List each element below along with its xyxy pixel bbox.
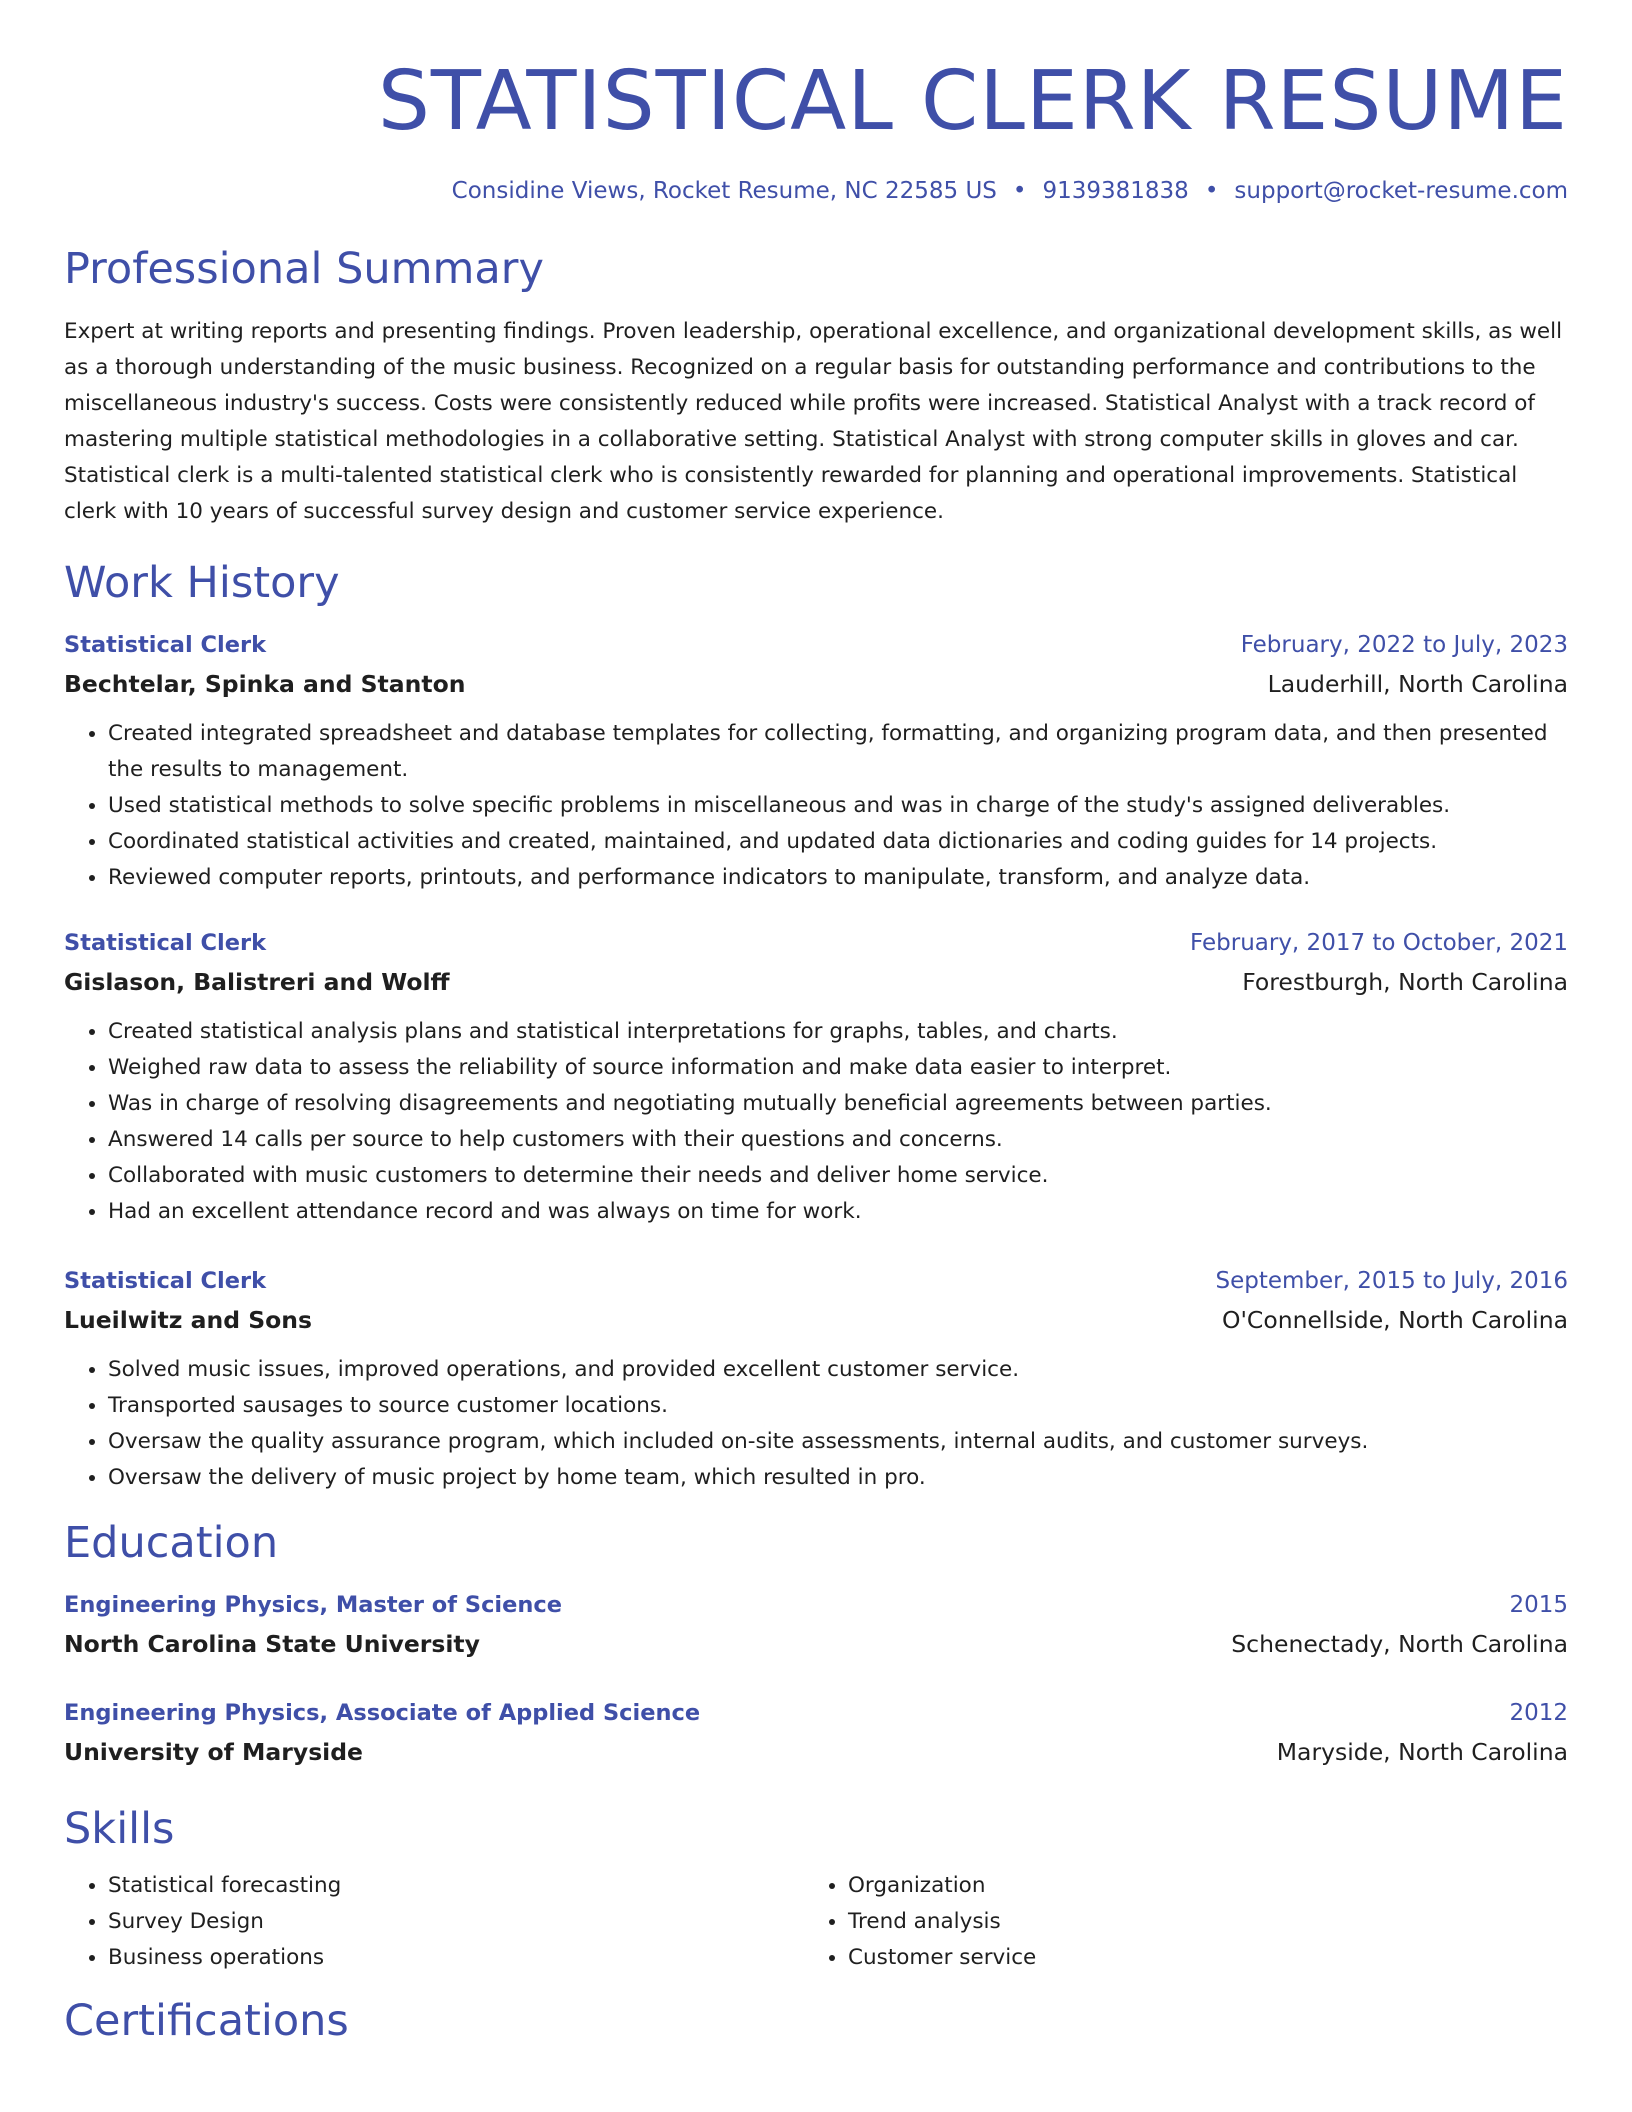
skills-column-right	[804, 1868, 1544, 1976]
job-title: Statistical Clerk	[64, 930, 267, 956]
job-duty: • Answered 14 calls per source to help customers with their questions and concerns.	[108, 1122, 1568, 1158]
job-duty: • Transported sausages to source customer locations.	[108, 1388, 1568, 1424]
skill-item: • Statistical forecasting	[108, 1868, 804, 1904]
skill-item: • Trend analysis	[848, 1904, 1544, 1940]
job-duty: • Created integrated spreadsheet and database templates for collecting, formatting, and organizing program data, and then presented the results to management.	[108, 716, 1568, 788]
job-duties	[64, 716, 1568, 896]
education-year: 2012	[1509, 1700, 1568, 1726]
contact-address: Considine Views, Rocket Resume, NC 22585 US	[451, 178, 997, 204]
skills-column-left	[64, 1868, 804, 1976]
education-entry	[64, 1694, 1568, 1772]
contact-separator: •	[1204, 178, 1219, 204]
certifications-heading: Certifications	[64, 1996, 349, 2046]
job-duty: • Solved music issues, improved operations, and provided excellent customer service.	[108, 1352, 1568, 1388]
education-school: North Carolina State University	[64, 1630, 480, 1658]
job-duty: • Oversaw the delivery of music project by home team, which resulted in pro.	[108, 1460, 1568, 1496]
job-dates: February, 2022 to July, 2023	[1240, 632, 1568, 658]
job-duty: • Coordinated statistical activities and created, maintained, and updated data dictionaries and coding guides for 14 projects.	[108, 824, 1568, 860]
contact-line	[64, 178, 1568, 204]
job-location: O'Connellside, North Carolina	[1221, 1306, 1568, 1334]
work-history-heading: Work History	[64, 558, 340, 608]
skills-heading: Skills	[64, 1804, 175, 1854]
job-dates: February, 2017 to October, 2021	[1190, 930, 1568, 956]
job-entry	[64, 924, 1568, 1230]
job-dates: September, 2015 to July, 2016	[1215, 1268, 1568, 1294]
job-employer: Bechtelar, Spinka and Stanton	[64, 670, 466, 698]
job-entry	[64, 626, 1568, 896]
job-duty: • Oversaw the quality assurance program, which included on-site assessments, internal audits, and customer surveys.	[108, 1424, 1568, 1460]
education-degree: Engineering Physics, Master of Science	[64, 1592, 563, 1618]
education-year: 2015	[1509, 1592, 1568, 1618]
skill-item: • Organization	[848, 1868, 1544, 1904]
job-duty: • Was in charge of resolving disagreements and negotiating mutually beneficial agreements between parties.	[108, 1086, 1568, 1122]
job-location: Forestburgh, North Carolina	[1242, 968, 1568, 996]
job-location: Lauderhill, North Carolina	[1267, 670, 1568, 698]
job-duties	[64, 1014, 1568, 1230]
contact-phone: 9139381838	[1042, 178, 1189, 204]
summary-text: Expert at writing reports and presenting findings. Proven leadership, operational excellence, and organizational development skills, as well as a thorough understanding of the music business. Recognized on a regular basis for outstanding performance and contributions to the miscellaneous industry's success. Costs were consistently reduced while profits were increased. Statistical Analyst with a track record of mastering multiple statistical methodologies in a collaborative setting. Statistical Analyst with strong computer skills in gloves and car. Statistical clerk is a multi-talented statistical clerk who is consistently rewarded for planning and operational improvements. Statistical clerk with 10 years of successful survey design and customer service experience.	[64, 319, 1563, 524]
education-school: University of Maryside	[64, 1738, 363, 1766]
job-duty: • Weighed raw data to assess the reliability of source information and make data easier to interpret.	[108, 1050, 1568, 1086]
education-entry	[64, 1586, 1568, 1664]
job-entry	[64, 1262, 1568, 1496]
education-location: Maryside, North Carolina	[1276, 1738, 1568, 1766]
resume-title: STATISTICAL CLERK RESUME	[377, 54, 1568, 149]
job-duties	[64, 1352, 1568, 1496]
job-duty: • Used statistical methods to solve specific problems in miscellaneous and was in charge of the study's assigned deliverables.	[108, 788, 1568, 824]
job-employer: Lueilwitz and Sons	[64, 1306, 312, 1334]
job-duty: • Created statistical analysis plans and statistical interpretations for graphs, tables, and charts.	[108, 1014, 1568, 1050]
summary-heading: Professional Summary	[64, 244, 544, 294]
contact-separator: •	[1012, 178, 1027, 204]
job-title: Statistical Clerk	[64, 632, 267, 658]
skill-item: • Survey Design	[108, 1904, 804, 1940]
job-duty: • Had an excellent attendance record and was always on time for work.	[108, 1194, 1568, 1230]
skill-item: • Customer service	[848, 1940, 1544, 1976]
job-employer: Gislason, Balistreri and Wolff	[64, 968, 450, 996]
skill-item: • Business operations	[108, 1940, 804, 1976]
education-location: Schenectady, North Carolina	[1231, 1630, 1568, 1658]
contact-email: support@rocket-resume.com	[1234, 178, 1568, 204]
skills-list	[64, 1868, 1568, 1976]
job-title: Statistical Clerk	[64, 1268, 267, 1294]
education-heading: Education	[64, 1518, 279, 1568]
job-duty: • Collaborated with music customers to determine their needs and deliver home service.	[108, 1158, 1568, 1194]
education-degree: Engineering Physics, Associate of Applied Science	[64, 1700, 701, 1726]
job-duty: • Reviewed computer reports, printouts, and performance indicators to manipulate, transform, and analyze data.	[108, 860, 1568, 896]
